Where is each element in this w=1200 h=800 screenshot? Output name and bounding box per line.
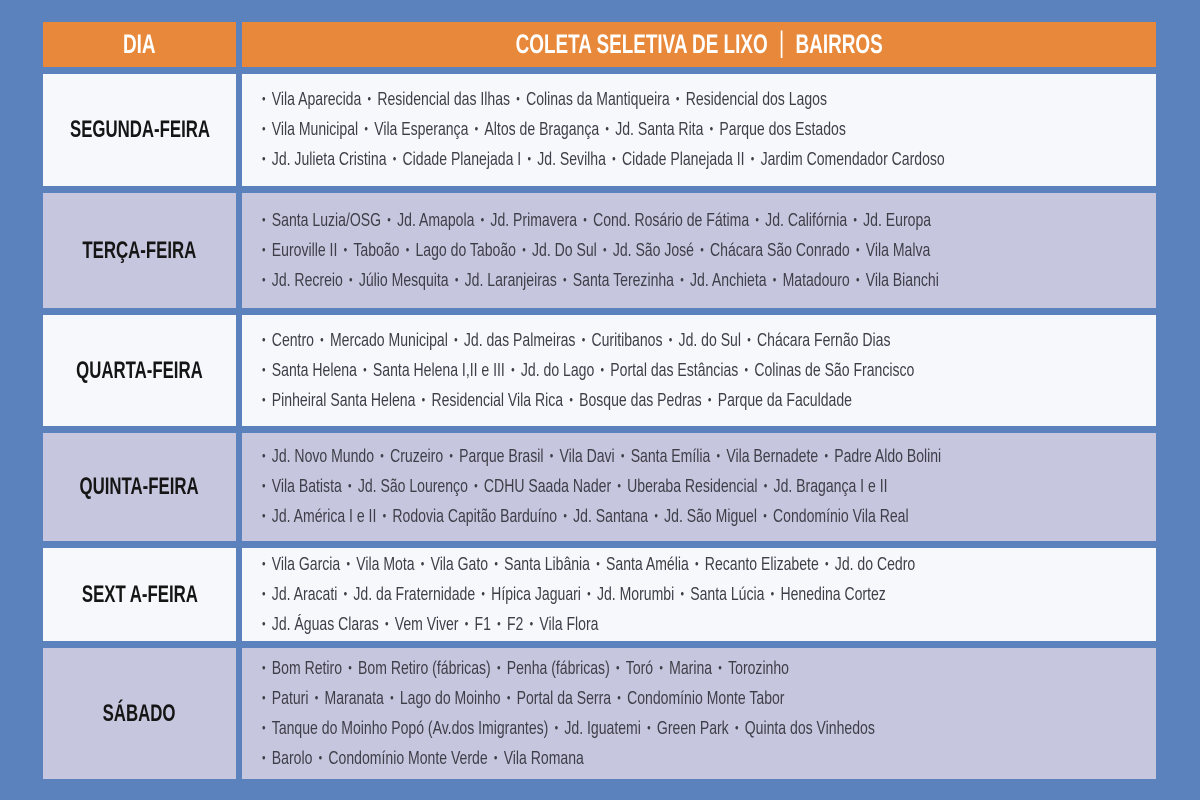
bullet-separator: • xyxy=(587,585,591,601)
bullet-separator: • xyxy=(262,331,266,347)
neighborhood-name: Euroville II xyxy=(271,239,338,260)
neighborhood-line xyxy=(262,714,953,744)
neighborhood-name: Bosque das Pedras xyxy=(579,389,702,410)
day-cell xyxy=(43,193,236,308)
neighborhood-name: Vila Aparecida xyxy=(271,89,362,109)
bullet-separator: • xyxy=(384,615,389,631)
neighborhood-name: Barolo xyxy=(271,747,313,768)
header-subtitle-text: BAIRROS xyxy=(795,29,883,59)
neighborhood-name: Jd. Europa xyxy=(863,209,932,230)
neighborhood-line xyxy=(262,356,953,386)
neighborhood-name: Toró xyxy=(625,657,654,678)
neighborhood-name: Cidade Planejada II xyxy=(621,149,745,169)
day-label: TERÇA-FEIRA xyxy=(82,236,197,264)
bullet-separator: • xyxy=(349,271,353,287)
neighborhood-name: Curitibanos xyxy=(591,329,663,350)
bullet-separator: • xyxy=(583,211,587,227)
neighborhood-name: Jd. América I e II xyxy=(271,506,377,526)
neighborhood-name: Hípica Jaguari xyxy=(491,583,581,604)
schedule-row xyxy=(43,648,1156,779)
bullet-separator: • xyxy=(596,555,600,571)
neighborhood-line xyxy=(262,145,953,175)
schedule-table xyxy=(43,22,1156,779)
neighborhood-name: Vila Malva xyxy=(865,239,931,260)
bullet-separator: • xyxy=(262,555,266,571)
bullet-separator: • xyxy=(605,121,609,136)
neighborhood-name: F1 xyxy=(474,613,491,634)
neighborhood-name: Santa Helena xyxy=(271,359,357,380)
neighborhood-name: Vila Gato xyxy=(430,553,489,574)
bullet-separator: • xyxy=(496,659,501,675)
schedule-row xyxy=(43,193,1156,308)
neighborhood-name: Vila Bianchi xyxy=(865,269,939,290)
bullet-separator: • xyxy=(420,555,425,571)
neighborhood-line xyxy=(262,236,953,266)
bullet-separator: • xyxy=(262,659,266,675)
neighborhood-name: Jd. São Lourenço xyxy=(357,476,468,496)
neighborhood-name: Torozinho xyxy=(728,657,789,678)
bullet-separator: • xyxy=(620,448,625,463)
bullet-separator: • xyxy=(511,361,515,377)
bullet-separator: • xyxy=(262,91,266,106)
neighborhood-name: Jd. Morumbi xyxy=(596,583,675,604)
bullet-separator: • xyxy=(516,91,520,106)
day-cell xyxy=(43,74,236,186)
bullet-separator: • xyxy=(262,508,266,523)
bullet-separator: • xyxy=(392,151,397,166)
neighborhood-name: Vila Romana xyxy=(503,747,584,768)
bullet-separator: • xyxy=(617,478,621,493)
neighborhood-name: Vem Viver xyxy=(394,613,459,634)
neighborhood-name: Recanto Elizabete xyxy=(704,553,819,574)
neighborhood-name: Portal das Estâncias xyxy=(610,359,739,380)
neighborhood-name: CDHU Saada Nader xyxy=(483,476,612,496)
neighborhood-name: Jd. Santa Rita xyxy=(615,119,704,139)
neighborhood-line xyxy=(262,610,953,640)
bullet-separator: • xyxy=(680,585,685,601)
bullet-separator: • xyxy=(318,749,323,765)
neighborhood-name: Condomínio Vila Real xyxy=(773,506,909,526)
bullet-separator: • xyxy=(262,211,266,227)
bullet-separator: • xyxy=(421,391,426,407)
bullet-separator: • xyxy=(348,478,352,493)
bullet-separator: • xyxy=(707,391,712,407)
neighborhoods-cell xyxy=(242,548,1156,641)
bullet-separator: • xyxy=(563,508,567,523)
neighborhood-name: Portal da Serra xyxy=(516,687,612,708)
neighborhood-name: Santa Lúcia xyxy=(690,583,765,604)
neighborhood-name: Jd. Bragança I e II xyxy=(773,476,888,496)
bullet-separator: • xyxy=(262,121,266,136)
neighborhood-name: Taboão xyxy=(353,239,400,260)
bullet-separator: • xyxy=(603,241,607,257)
neighborhood-name: Vila Davi xyxy=(559,446,615,466)
neighborhood-line xyxy=(262,442,953,472)
neighborhood-name: Vila Mota xyxy=(356,553,415,574)
bullet-separator: • xyxy=(382,508,387,523)
bullet-separator: • xyxy=(474,478,478,493)
bullet-separator: • xyxy=(612,151,616,166)
bullet-separator: • xyxy=(825,555,829,571)
day-label: SEGUNDA-FEIRA xyxy=(69,116,210,143)
bullet-separator: • xyxy=(506,689,511,705)
bullet-separator: • xyxy=(363,361,367,377)
bullet-separator: • xyxy=(494,555,498,571)
schedule-row xyxy=(43,433,1156,541)
day-cell xyxy=(43,648,236,779)
neighborhood-name: Jd. Santana xyxy=(573,506,649,526)
neighborhood-name: Jd. Águas Claras xyxy=(271,613,379,634)
bullet-separator: • xyxy=(755,211,759,227)
neighborhoods-cell xyxy=(242,193,1156,308)
neighborhood-name: Jd. Novo Mundo xyxy=(271,446,375,466)
neighborhood-name: Uberaba Residencial xyxy=(627,476,758,496)
neighborhood-name: Parque da Faculdade xyxy=(717,389,852,410)
neighborhood-name: Jd. Amapola xyxy=(397,209,475,230)
bullet-separator: • xyxy=(390,689,394,705)
bullet-separator: • xyxy=(262,615,266,631)
neighborhood-line xyxy=(262,115,953,145)
neighborhoods-cell xyxy=(242,433,1156,541)
neighborhood-name: Tanque do Moinho Popó (Av.dos Imigrantes) xyxy=(271,717,549,738)
bullet-separator: • xyxy=(549,448,554,463)
neighborhood-line xyxy=(262,580,953,610)
bullet-separator: • xyxy=(481,585,485,601)
schedule-row xyxy=(43,315,1156,426)
neighborhood-line xyxy=(262,326,953,356)
schedule-row xyxy=(43,548,1156,641)
neighborhood-name: Cidade Planejada I xyxy=(402,149,522,169)
neighborhood-name: Vila Flora xyxy=(539,613,599,634)
bullet-separator: • xyxy=(529,615,534,631)
neighborhood-name: Jd. do Lago xyxy=(520,359,595,380)
bullet-separator: • xyxy=(824,448,828,463)
neighborhood-name: Vila Batista xyxy=(271,476,342,496)
neighborhood-name: Vila Garcia xyxy=(271,553,341,574)
neighborhood-name: Santa Libânia xyxy=(504,553,590,574)
neighborhood-name: Mercado Municipal xyxy=(329,329,448,350)
bullet-separator: • xyxy=(405,241,410,257)
neighborhoods-cell xyxy=(242,74,1156,186)
bullet-separator: • xyxy=(346,555,351,571)
neighborhood-name: Jd. Laranjeiras xyxy=(464,269,557,290)
bullet-separator: • xyxy=(367,91,372,106)
neighborhood-name: Parque Brasil xyxy=(459,446,544,466)
neighborhoods-cell xyxy=(242,648,1156,779)
neighborhood-name: Cond. Rosário de Fátima xyxy=(593,209,750,230)
neighborhood-name: Jd. da Fraternidade xyxy=(353,583,476,604)
bullet-separator: • xyxy=(343,585,348,601)
neighborhood-line xyxy=(262,472,953,502)
bullet-separator: • xyxy=(262,719,266,735)
bullet-separator: • xyxy=(380,448,384,463)
bullet-separator: • xyxy=(262,241,266,257)
header-title xyxy=(515,25,883,62)
neighborhood-name: Jd. Califórnia xyxy=(765,209,848,230)
bullet-separator: • xyxy=(709,121,714,136)
bullet-separator: • xyxy=(680,271,684,287)
neighborhood-name: Vila Municipal xyxy=(271,119,359,139)
neighborhood-name: Chácara São Conrado xyxy=(710,239,850,260)
day-label: QUARTA-FEIRA xyxy=(76,356,203,384)
neighborhood-name: Jardim Comendador Cardoso xyxy=(760,149,945,169)
bullet-separator: • xyxy=(700,241,704,257)
neighborhood-line xyxy=(262,386,953,416)
neighborhood-name: Colinas de São Francisco xyxy=(754,359,915,380)
neighborhood-line xyxy=(262,550,953,580)
bullet-separator: • xyxy=(387,211,391,227)
neighborhood-name: Rodovia Capitão Barduíno xyxy=(392,506,558,526)
neighborhood-name: Penha (fábricas) xyxy=(506,657,610,678)
neighborhood-name: Santa Amélia xyxy=(606,553,689,574)
bullet-separator: • xyxy=(747,331,751,347)
bullet-separator: • xyxy=(449,448,453,463)
bullet-separator: • xyxy=(853,211,857,227)
bullet-separator: • xyxy=(262,271,266,287)
neighborhood-line xyxy=(262,684,953,714)
neighborhood-name: Condomínio Monte Tabor xyxy=(627,687,785,708)
bullet-separator: • xyxy=(734,719,739,735)
header-cell-bairros xyxy=(242,22,1156,67)
neighborhood-name: Lago do Taboão xyxy=(415,239,516,260)
neighborhood-name: Cruzeiro xyxy=(390,446,444,466)
bullet-separator: • xyxy=(855,271,860,287)
bullet-separator: • xyxy=(750,151,755,166)
bullet-separator: • xyxy=(654,508,658,523)
neighborhood-name: Jd. São Miguel xyxy=(664,506,757,526)
neighborhood-name: Centro xyxy=(271,329,314,350)
bullet-separator: • xyxy=(493,749,498,765)
neighborhood-name: Marina xyxy=(669,657,713,678)
neighborhood-name: Vila Bernadete xyxy=(726,446,819,466)
neighborhood-name: Condomínio Monte Verde xyxy=(328,747,488,768)
neighborhood-line xyxy=(262,744,953,774)
bullet-separator: • xyxy=(770,585,775,601)
bullet-separator: • xyxy=(320,331,324,347)
bullet-separator: • xyxy=(480,211,485,227)
neighborhood-name: Jd. Primavera xyxy=(490,209,578,230)
neighborhood-name: Maranata xyxy=(324,687,384,708)
bullet-separator: • xyxy=(464,615,469,631)
bullet-separator: • xyxy=(343,241,348,257)
neighborhood-line xyxy=(262,654,953,684)
neighborhood-line xyxy=(262,502,953,532)
neighborhood-name: Residencial Vila Rica xyxy=(431,389,564,410)
neighborhood-name: Paturi xyxy=(271,687,309,708)
bullet-separator: • xyxy=(497,615,501,631)
bullet-separator: • xyxy=(314,689,319,705)
neighborhood-name: Jd. do Sul xyxy=(678,329,741,350)
bullet-separator: • xyxy=(600,361,605,377)
bullet-separator: • xyxy=(474,121,479,136)
table-header-row xyxy=(43,22,1156,67)
neighborhood-name: F2 xyxy=(506,613,524,634)
bullet-separator: • xyxy=(617,689,621,705)
day-cell xyxy=(43,433,236,541)
neighborhood-name: Santa Terezinha xyxy=(572,269,674,290)
neighborhood-name: Bom Retiro xyxy=(271,657,343,678)
neighborhood-name: Jd. Sevilha xyxy=(537,149,606,169)
bullet-separator: • xyxy=(855,241,860,257)
neighborhood-name: Jd. Do Sul xyxy=(532,239,597,260)
neighborhood-name: Jd. Anchieta xyxy=(690,269,767,290)
bullet-separator: • xyxy=(262,391,266,407)
neighborhood-name: Chácara Fernão Dias xyxy=(757,329,891,350)
bullet-separator: • xyxy=(695,555,699,571)
neighborhood-name: Green Park xyxy=(656,717,729,738)
neighborhood-name: Henedina Cortez xyxy=(780,583,886,604)
header-cell-dia xyxy=(43,22,236,67)
bullet-separator: • xyxy=(615,659,620,675)
bullet-separator: • xyxy=(659,659,663,675)
neighborhood-name: Santa Emília xyxy=(630,446,711,466)
neighborhood-name: Residencial dos Lagos xyxy=(685,89,827,109)
day-cell xyxy=(43,315,236,426)
neighborhood-name: Santa Helena I,II e III xyxy=(372,359,505,380)
bullet-separator: • xyxy=(364,121,368,136)
bullet-separator: • xyxy=(647,719,651,735)
neighborhood-name: Pinheiral Santa Helena xyxy=(271,389,416,410)
neighborhood-name: Jd. Julieta Cristina xyxy=(271,149,387,169)
neighborhood-line xyxy=(262,85,953,115)
neighborhood-name: Júlio Mesquita xyxy=(358,269,449,290)
bullet-separator: • xyxy=(348,659,352,675)
neighborhood-name: Jd. São José xyxy=(612,239,694,260)
bullet-separator: • xyxy=(716,448,721,463)
bullet-separator: • xyxy=(262,689,266,705)
bullet-separator: • xyxy=(527,151,532,166)
bullet-separator: • xyxy=(554,719,559,735)
header-title-text: COLETA SELETIVA DE LIXO xyxy=(515,29,768,59)
day-label: QUINTA-FEIRA xyxy=(79,473,200,500)
neighborhood-name: Parque dos Estados xyxy=(719,119,846,139)
bullet-separator: • xyxy=(454,271,459,287)
bullet-separator: • xyxy=(262,361,266,377)
bullet-separator: • xyxy=(262,151,266,166)
neighborhood-name: Colinas da Mantiqueira xyxy=(526,89,670,109)
day-cell xyxy=(43,548,236,641)
bullet-separator: • xyxy=(262,749,266,765)
header-separator: | xyxy=(778,25,785,59)
bullet-separator: • xyxy=(763,478,768,493)
bullet-separator: • xyxy=(262,585,266,601)
neighborhood-name: Altos de Bragança xyxy=(484,119,600,139)
bullet-separator: • xyxy=(581,331,586,347)
bullet-separator: • xyxy=(522,241,526,257)
neighborhood-name: Jd. Aracati xyxy=(271,583,338,604)
bullet-separator: • xyxy=(744,361,749,377)
neighborhood-name: Santa Luzia/OSG xyxy=(271,209,382,230)
header-dia-label: DIA xyxy=(123,29,156,59)
neighborhood-name: Vila Esperança xyxy=(374,119,469,139)
neighborhood-line xyxy=(262,206,953,236)
neighborhood-name: Padre Aldo Bolini xyxy=(834,446,942,466)
bullet-separator: • xyxy=(763,508,767,523)
neighborhood-name: Jd. Iguatemi xyxy=(564,717,641,738)
neighborhood-name: Jd. do Cedro xyxy=(834,553,916,574)
bullet-separator: • xyxy=(718,659,722,675)
neighborhood-line xyxy=(262,266,953,296)
bullet-separator: • xyxy=(262,478,266,493)
neighborhood-name: Lago do Moinho xyxy=(399,687,501,708)
neighborhood-name: Jd. das Palmeiras xyxy=(463,329,576,350)
schedule-row xyxy=(43,74,1156,186)
neighborhood-name: Jd. Recreio xyxy=(271,269,343,290)
neighborhood-name: Bom Retiro (fábricas) xyxy=(358,657,491,678)
day-label: SÁBADO xyxy=(103,699,176,727)
bullet-separator: • xyxy=(772,271,777,287)
neighborhoods-cell xyxy=(242,315,1156,426)
bullet-separator: • xyxy=(262,448,266,463)
bullet-separator: • xyxy=(569,391,573,407)
bullet-separator: • xyxy=(562,271,567,287)
bullet-separator: • xyxy=(454,331,458,347)
bullet-separator: • xyxy=(668,331,673,347)
neighborhood-name: Matadouro xyxy=(782,269,850,290)
neighborhood-name: Quinta dos Vinhedos xyxy=(744,717,875,738)
neighborhood-name: Residencial das Ilhas xyxy=(377,89,511,109)
day-label: SEXT A-FEIRA xyxy=(81,580,198,608)
bullet-separator: • xyxy=(675,91,680,106)
